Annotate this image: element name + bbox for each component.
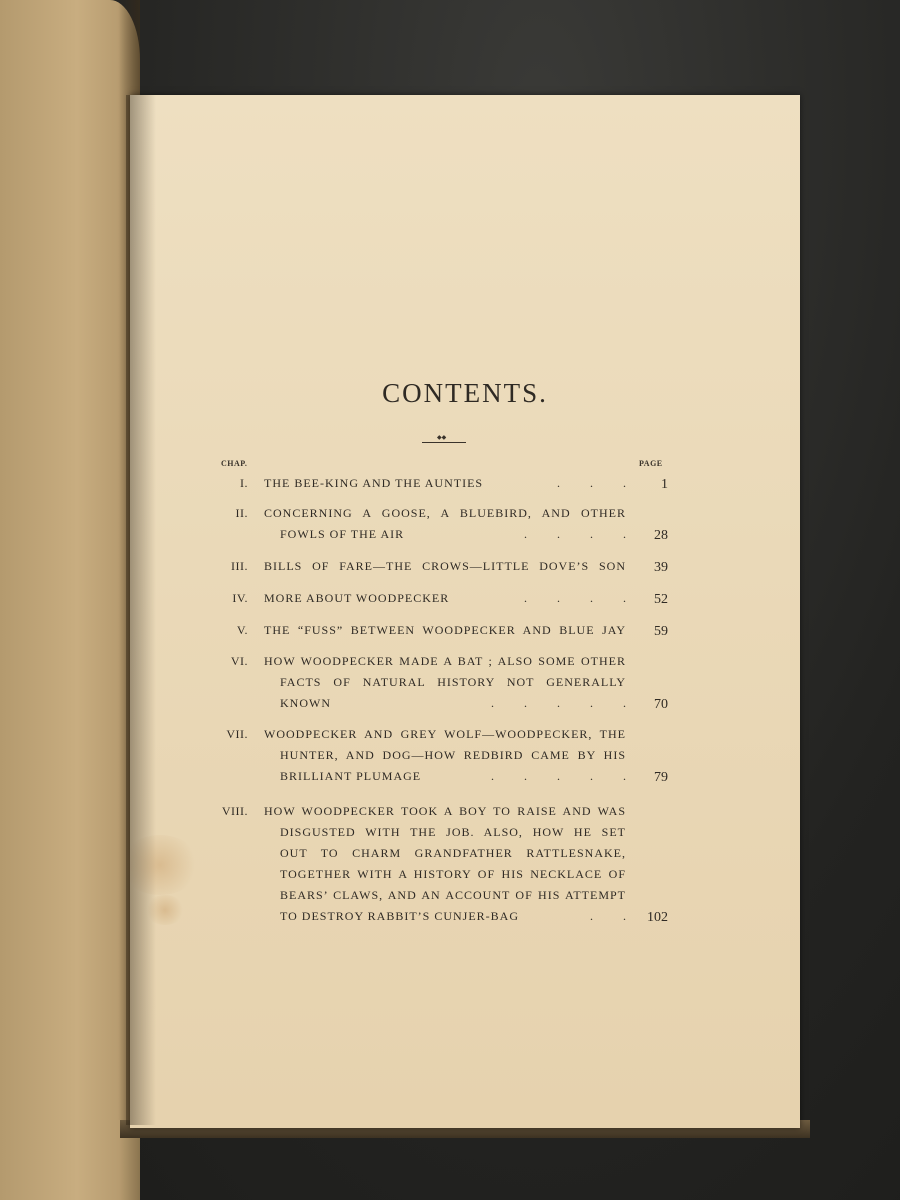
chapter-title-line: HUNTER, AND DOG—HOW REDBIRD CAME BY HIS [280,748,626,762]
chapter-title-line: DISGUSTED WITH THE JOB. ALSO, HOW HE SET [280,825,626,839]
chapter-title-line: THE “FUSS” BETWEEN WOODPECKER AND BLUE JAY [264,623,626,637]
chapter-title-line: KNOWN [280,696,331,710]
chapter-title-line: TOGETHER WITH A HISTORY OF HIS NECKLACE OF [280,867,626,881]
page-number: 28 [654,528,668,543]
page-number: 59 [654,624,668,639]
contents-page [130,95,800,1128]
chapter-number: I. [240,476,248,490]
chapter-title-line: MORE ABOUT WOODPECKER [264,591,450,605]
chapter-number: III. [231,559,248,573]
chapter-title-line: BEARS’ CLAWS, AND AN ACCOUNT OF HIS ATTEMPT [280,888,626,902]
chapter-title-line: HOW WOODPECKER MADE A BAT ; ALSO SOME OTHER [264,654,626,668]
leader-dots: . . . . [523,591,626,605]
chapter-number: VII. [226,727,248,741]
leader-dots: . . . . . [490,769,626,783]
page-title: CONTENTS. [382,378,548,408]
chapter-title-line: TO DESTROY RABBIT’S CUNJER-BAG [280,909,520,923]
chapter-title-line: CONCERNING A GOOSE, A BLUEBIRD, AND OTHER [264,506,626,520]
chapter-title-line: FOWLS OF THE AIR [280,527,405,541]
leader-dots: . . . [556,476,626,490]
page-number: 52 [654,592,668,607]
chapter-number: VIII. [221,804,248,818]
page-number: 79 [654,770,668,785]
spine-shadow [126,95,156,1125]
page-number: 70 [654,697,668,712]
chapter-number: VI. [230,654,248,668]
page-number: 102 [647,910,668,925]
leader-dots: . . . . . [491,696,626,710]
leader-dots: . . [590,909,626,923]
chapter-number: V. [236,623,248,637]
chapter-title-line: WOODPECKER AND GREY WOLF—WOODPECKER, THE [264,727,626,741]
chapter-number: II. [235,506,248,520]
chapter-title-line: BRILLIANT PLUMAGE [280,769,422,783]
page-number: 39 [654,560,668,575]
chapter-title-line: OUT TO CHARM GRANDFATHER RATTLESNAKE, [280,846,626,860]
page-number: 1 [661,477,668,492]
chapter-title-line: HOW WOODPECKER TOOK A BOY TO RAISE AND WAS [264,804,626,818]
leader-dots: . . . . [523,527,626,541]
chapter-title-line: FACTS OF NATURAL HISTORY NOT GENERALLY [280,675,626,689]
page-column-label: PAGE [639,459,663,468]
ornament-divider [422,439,466,445]
chapter-number: IV. [232,591,248,605]
chapter-title-line: THE BEE-KING AND THE AUNTIES [264,476,484,490]
chap-column-label: CHAP. [221,459,248,468]
chapter-title-line: BILLS OF FARE—THE CROWS—LITTLE DOVE’S SON [264,559,626,573]
